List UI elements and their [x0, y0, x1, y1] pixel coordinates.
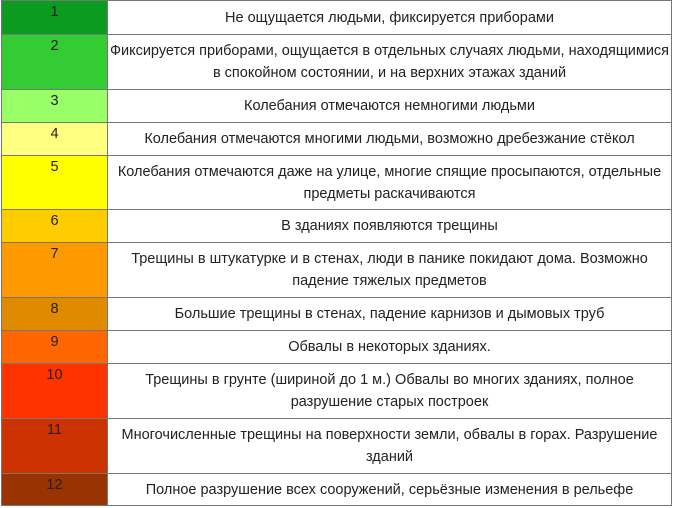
- level-cell: [2, 419, 108, 474]
- table-row: [2, 210, 672, 243]
- level-cell: [2, 331, 108, 364]
- description-cell: Колебания отмечаются многими людьми, возможно дребезжание стёкол: [108, 123, 672, 156]
- level-number: 4: [50, 126, 59, 142]
- level-number: 9: [50, 334, 59, 350]
- level-number: 12: [46, 477, 63, 493]
- level-number: 5: [50, 159, 59, 175]
- description-cell: В зданиях появляются трещины: [108, 210, 672, 243]
- table-row: [2, 331, 672, 364]
- level-number: 7: [50, 246, 59, 262]
- table-row: [2, 35, 672, 90]
- level-number: 6: [50, 213, 59, 229]
- level-cell: [2, 210, 108, 243]
- description-cell: Большие трещины в стенах, падение карнизов и дымовых труб: [108, 298, 672, 331]
- level-number: 10: [46, 367, 63, 383]
- table-row: [2, 474, 672, 506]
- description-cell: Обвалы в некоторых зданиях.: [108, 331, 672, 364]
- table-row: [2, 243, 672, 298]
- description-cell: Многочисленные трещины на поверхности земли, обвалы в горах. Разрушение зданий: [108, 419, 672, 474]
- level-number: 1: [50, 4, 59, 20]
- table-row: [2, 123, 672, 156]
- description-cell: Трещины в штукатурке и в стенах, люди в панике покидают дома. Возможно падение тяжелых предметов: [108, 243, 672, 298]
- level-number: 3: [50, 93, 59, 109]
- level-cell: [2, 1, 108, 35]
- table-row: [2, 90, 672, 123]
- level-cell: [2, 90, 108, 123]
- description-cell: Не ощущается людьми, фиксируется приборами: [108, 1, 672, 35]
- table-row: [2, 364, 672, 419]
- level-cell: [2, 243, 108, 298]
- table-row: [2, 298, 672, 331]
- level-cell: [2, 156, 108, 210]
- intensity-scale-body: [2, 1, 672, 506]
- level-cell: [2, 298, 108, 331]
- level-number: 2: [50, 38, 59, 54]
- level-cell: [2, 474, 108, 506]
- level-cell: [2, 123, 108, 156]
- description-cell: Колебания отмечаются даже на улице, многие спящие просыпаются, отдельные предметы раскачиваются: [108, 156, 672, 210]
- level-number: 11: [46, 422, 63, 438]
- level-cell: [2, 35, 108, 90]
- description-cell: Колебания отмечаются немногими людьми: [108, 90, 672, 123]
- level-cell: [2, 364, 108, 419]
- intensity-scale-table: [1, 0, 672, 506]
- level-number: 8: [50, 301, 59, 317]
- table-row: [2, 156, 672, 210]
- table-row: [2, 1, 672, 35]
- description-cell: Полное разрушение всех сооружений, серьёзные изменения в рельефе: [108, 474, 672, 506]
- description-cell: Фиксируется приборами, ощущается в отдельных случаях людьми, находящимися в спокойном состоянии, и на верхних этажах зданий: [108, 35, 672, 90]
- table-row: [2, 419, 672, 474]
- description-cell: Трещины в грунте (шириной до 1 м.) Обвалы во многих зданиях, полное разрушение старых построек: [108, 364, 672, 419]
